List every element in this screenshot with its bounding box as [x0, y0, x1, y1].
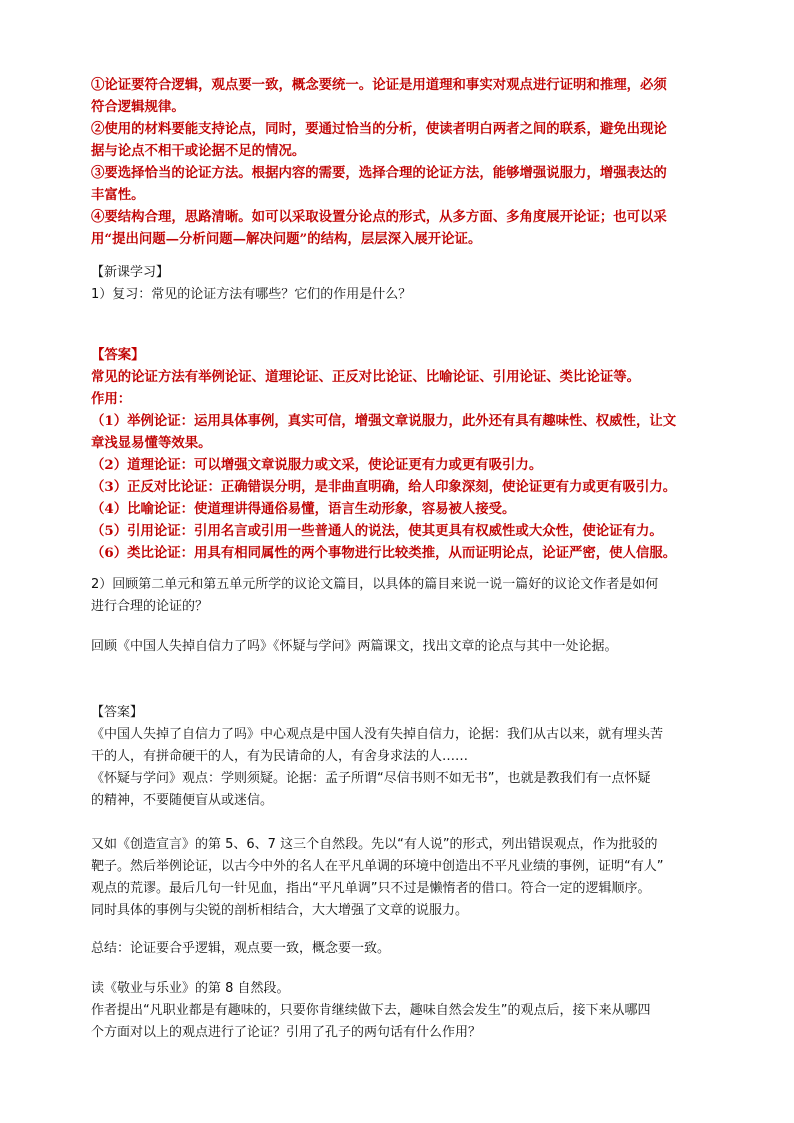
principle-line: ④要结构合理，思路清晰。如可以采取设置分论点的形式，从多方面、多角度展开论证；也可以采 [91, 209, 667, 225]
review-task-line: 回顾《中国人失掉自信力了吗》《怀疑与学问》两篇课文，找出文章的论点与其中一处论据。 [91, 639, 618, 654]
question-2-line: 2）回顾第二单元和第五单元所学的议论文篇目，以具体的篇目来说一说一篇好的议论文作者是如何 [91, 577, 659, 592]
principle-line: 符合逻辑规律。 [91, 99, 185, 115]
principle-line: ②使用的材料要能支持论点，同时，要通过恰当的分析，使读者明白两者之间的联系，避免出现论 [91, 121, 667, 137]
principle-line: ①论证要符合逻辑，观点要一致，概念要统一。论证是用道理和事实对观点进行证明和推理，必须 [91, 77, 667, 93]
principle-line: 丰富性。 [91, 187, 145, 203]
reading-line: 作者提出“凡职业都是有趣味的，只要你肯继续做下去，趣味自然会发生”的观点后，接下来从哪四 [91, 1003, 651, 1018]
answer-line: （3）正反对比论证：正确错误分明，是非曲直明确，给人印象深刻，使论证更有力或更有吸引力。 [91, 479, 677, 495]
principles-section [91, 74, 703, 250]
question-2-section [91, 574, 703, 618]
summary [91, 938, 703, 960]
answer-line: 《中国人失掉了自信力了吗》中心观点是中国人没有失掉自信力，论据：我们从古以来，就有埋头苦 [91, 727, 664, 742]
example-paragraph [91, 834, 703, 922]
answer-line: 作用： [91, 391, 132, 407]
answer-label: 【答案】 [91, 705, 144, 720]
answer-1-section [91, 344, 703, 564]
reading-section [91, 978, 703, 1044]
section-heading: 【新课学习】 [91, 265, 170, 280]
answer-line: （5）引用论证：引用名言或引用一些普通人的说法，使其更具有权威性或大众性，使论证有力。 [91, 523, 663, 539]
principle-line: 据与论点不相干或论据不足的情况。 [91, 143, 306, 159]
new-lesson-section [91, 262, 703, 306]
question-2-line: 进行合理的论证的？ [91, 599, 209, 614]
example-line: 又如《创造宣言》的第 5、6、7 这三个自然段。先以“有人说”的形式，列出错误观点，作为批驳的 [91, 837, 658, 852]
answer-line: 《怀疑与学问》观点：学则须疑。论据：孟子所谓“尽信书则不如无书”，也就是教我们有一点怀疑 [91, 771, 651, 786]
example-line: 靶子。然后举例论证，以古今中外的名人在平凡单调的环境中创造出不平凡业绩的事例，证明“有人” [91, 859, 664, 874]
answer-line: （1）举例论证：运用具体事例，真实可信，增强文章说服力，此外还有具有趣味性、权威性，让文 [91, 413, 677, 429]
answer-line: 常见的论证方法有举例论证、道理论证、正反对比论证、比喻论证、引用论证、类比论证等。 [91, 369, 641, 385]
answer-line: 章浅显易懂等效果。 [91, 435, 212, 451]
answer-2-section [91, 702, 703, 812]
answer-line: 干的人，有拼命硬干的人，有为民请命的人，有舍身求法的人…… [91, 749, 469, 764]
reading-intro: 读《敬业与乐业》的第 8 自然段。 [91, 981, 290, 996]
answer-line: （4）比喻论证：使道理讲得通俗易懂，语言生动形象，容易被人接受。 [91, 501, 516, 517]
example-line: 同时具体的事例与尖锐的剖析相结合，大大增强了文章的说服力。 [91, 903, 469, 918]
answer-line: （6）类比论证：用具有相同属性的两个事物进行比较类推，从而证明论点，论证严密，使人信服。 [91, 545, 677, 561]
summary-line: 总结：论证要合乎逻辑，观点要一致，概念要一致。 [91, 941, 391, 956]
question-1: 1）复习：常见的论证方法有哪些？它们的作用是什么？ [91, 287, 412, 302]
review-task [91, 636, 703, 658]
reading-line: 个方面对以上的观点进行了论证？引用了孔子的两句话有什么作用？ [91, 1025, 482, 1040]
answer-label: 【答案】 [91, 347, 145, 363]
principle-line: 用“提出问题—分析问题—解决问题”的结构，层层深入展开论证。 [91, 231, 482, 247]
example-line: 观点的荒谬。最后几句一针见血，指出“平凡单调”只不过是懒惰者的借口。符合一定的逻辑顺序。 [91, 881, 651, 896]
principle-line: ③要选择恰当的论证方法。根据内容的需要，选择合理的论证方法，能够增强说服力，增强表达的 [91, 165, 667, 181]
answer-line: 的精神，不要随便盲从或迷信。 [91, 793, 274, 808]
answer-line: （2）道理论证：可以增强文章说服力或文采，使论证更有力或更有吸引力。 [91, 457, 543, 473]
